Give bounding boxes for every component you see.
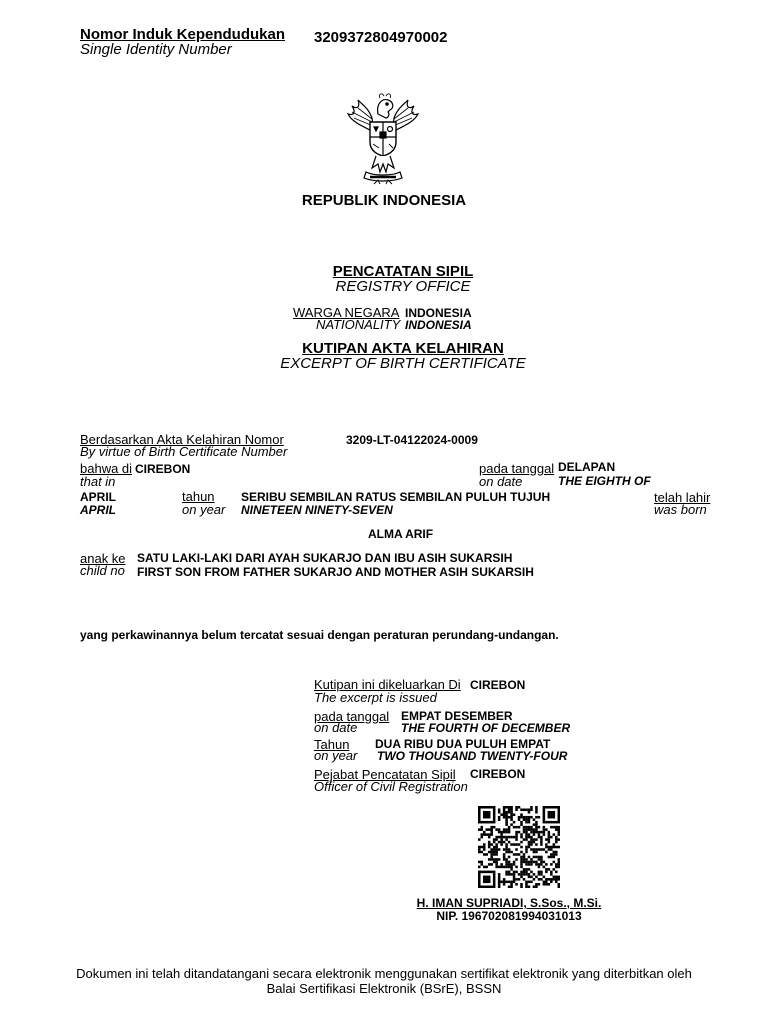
child-order-value: SATU LAKI-LAKI DARI AYAH SUKARJO DAN IBU ASIH SUKARSIH (137, 551, 513, 565)
birth-year-label-en: on year (182, 502, 226, 517)
document-title: KUTIPAN AKTA KELAHIRAN (302, 340, 504, 357)
nik-value: 3209372804970002 (314, 29, 448, 46)
office-title: PENCATATAN SIPIL (332, 263, 474, 280)
footer-line-2: Balai Sertifikasi Elektronik (BSrE), BSSN (266, 980, 502, 996)
issued-value: CIREBON (470, 678, 526, 692)
nik-label: Nomor Induk Kependudukan (80, 26, 286, 43)
officer-label-en: Officer of Civil Registration (314, 779, 468, 794)
signatory-name: H. IMAN SUPRIADI, S.Sos., M.Si. (416, 896, 602, 910)
cert-number-label-en: By virtue of Birth Certificate Number (80, 444, 288, 459)
footer-line-1: Dokumen ini telah ditandatangani secara elektronik menggunakan sertifikat elektronik yang diterbitkan oleh (76, 966, 692, 981)
child-order-value-en: FIRST SON FROM FATHER SUKARJO AND MOTHER ASIH SUKARSIH (137, 565, 534, 579)
child-name: ALMA ARIF (368, 527, 434, 541)
office-title-en: REGISTRY OFFICE (335, 278, 471, 295)
birth-month: APRIL (80, 490, 116, 504)
cert-number-label: Berdasarkan Akta Kelahiran Nomor (80, 432, 284, 447)
birth-month-en: APRIL (80, 503, 116, 517)
birthplace-label: bahwa di (80, 461, 133, 476)
birthdate-label: pada tanggal (479, 461, 555, 476)
officer-value: CIREBON (470, 767, 526, 781)
marriage-note: yang perkawinannya belum tercatat sesuai dengan peraturan perundang-undangan. (80, 628, 559, 642)
birth-year-value-en: NINETEEN NINETY-SEVEN (241, 503, 393, 517)
garuda-emblem-icon (344, 92, 422, 188)
birthplace-value: CIREBON (135, 462, 191, 476)
signatory-nip: NIP. 196702081994031013 (436, 909, 582, 923)
issue-date-value: EMPAT DESEMBER (401, 709, 513, 723)
document-title-en: EXCERPT OF BIRTH CERTIFICATE (280, 355, 526, 372)
qr-code-icon (478, 806, 560, 888)
birthdate-label-en: on date (479, 474, 523, 489)
nationality-value: INDONESIA (405, 306, 472, 320)
issue-year-value: DUA RIBU DUA PULUH EMPAT (375, 737, 551, 751)
nationality-label: WARGA NEGARA (293, 305, 400, 320)
birthdate-value-en: THE EIGHTH OF (558, 474, 651, 488)
issued-label: Kutipan ini dikeluarkan Di (314, 677, 461, 692)
issue-date-value-en: THE FOURTH OF DECEMBER (401, 721, 571, 735)
nik-label-en: Single Identity Number (80, 41, 232, 58)
issued-label-en: The excerpt is issued (314, 690, 437, 705)
nationality-value-en: INDONESIA (405, 318, 472, 332)
issue-year-label: Tahun (314, 737, 350, 752)
issue-year-label-en: on year (314, 748, 358, 763)
born-label: telah lahir (654, 490, 711, 505)
birth-year-value: SERIBU SEMBILAN RATUS SEMBILAN PULUH TUJUH (241, 490, 551, 504)
footer-text (0, 967, 768, 997)
birthdate-value: DELAPAN (558, 460, 616, 474)
born-label-en: was born (654, 502, 707, 517)
birthplace-label-en: that in (80, 474, 116, 489)
nationality-label-en: NATIONALITY (316, 317, 401, 332)
issue-year-value-en: TWO THOUSAND TWENTY-FOUR (377, 749, 568, 763)
country-title: REPUBLIK INDONESIA (301, 192, 467, 209)
officer-label: Pejabat Pencatatan Sipil (314, 767, 456, 782)
birth-year-label: tahun (182, 489, 215, 504)
cert-number-value: 3209-LT-04122024-0009 (346, 433, 478, 447)
child-order-label: anak ke (80, 551, 126, 566)
child-order-label-en: child no (80, 563, 125, 578)
issue-date-label: pada tanggal (314, 709, 390, 724)
issue-date-label-en: on date (314, 720, 358, 735)
